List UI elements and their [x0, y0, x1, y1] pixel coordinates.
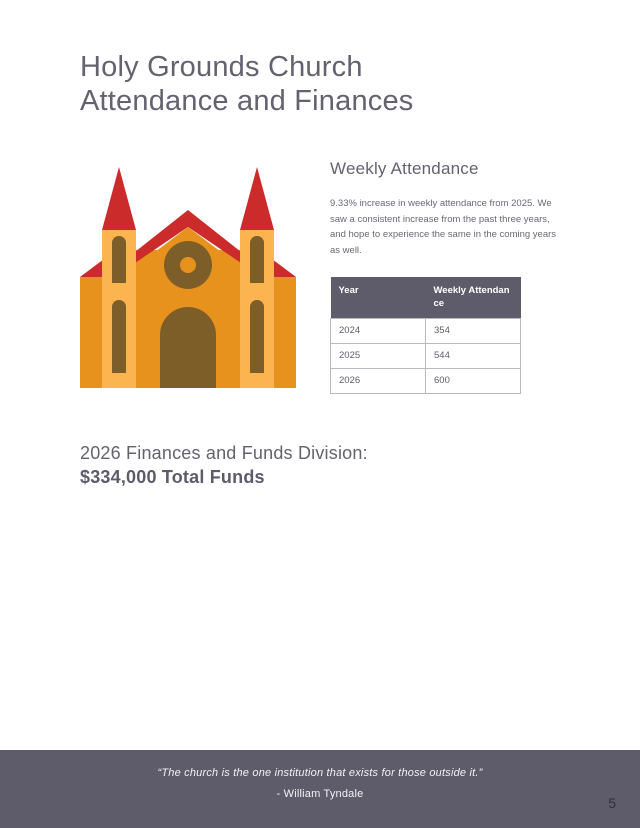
attendance-table	[330, 277, 521, 394]
church-illustration	[74, 155, 302, 388]
table-header-attendance: Weekly Attendance	[426, 277, 521, 319]
page-title-line-1: Holy Grounds Church	[80, 51, 363, 83]
finances-total: $334,000 Total Funds	[80, 467, 265, 487]
finances-subtitle: 2026 Finances and Funds Division:	[80, 443, 368, 463]
cell-attendance: 354	[426, 319, 521, 344]
footer-band	[0, 750, 640, 828]
page-title	[80, 50, 550, 118]
table-header-year: Year	[331, 277, 426, 319]
page-title-line-2: Attendance and Finances	[80, 85, 414, 117]
cell-year: 2026	[331, 369, 426, 394]
cell-year: 2024	[331, 319, 426, 344]
cell-attendance: 600	[426, 369, 521, 394]
finances-section	[80, 441, 500, 489]
weekly-attendance-section	[330, 158, 580, 258]
table-row	[331, 319, 521, 344]
table-header-row	[331, 277, 521, 319]
cell-year: 2025	[331, 344, 426, 369]
church-icon	[74, 155, 302, 388]
section-paragraph: 9.33% increase in weekly attendance from 2025. We saw a consistent increase from the past three years, and hope to experience the same in the coming years as well.	[330, 198, 557, 256]
cell-attendance: 544	[426, 344, 521, 369]
table-row	[331, 369, 521, 394]
section-heading: Weekly Attendance	[330, 159, 479, 178]
footer-author: - William Tyndale	[276, 788, 364, 800]
page-number: 5	[608, 795, 616, 811]
footer-quote: “The church is the one institution that exists for those outside it.”	[157, 767, 483, 779]
table-row	[331, 344, 521, 369]
